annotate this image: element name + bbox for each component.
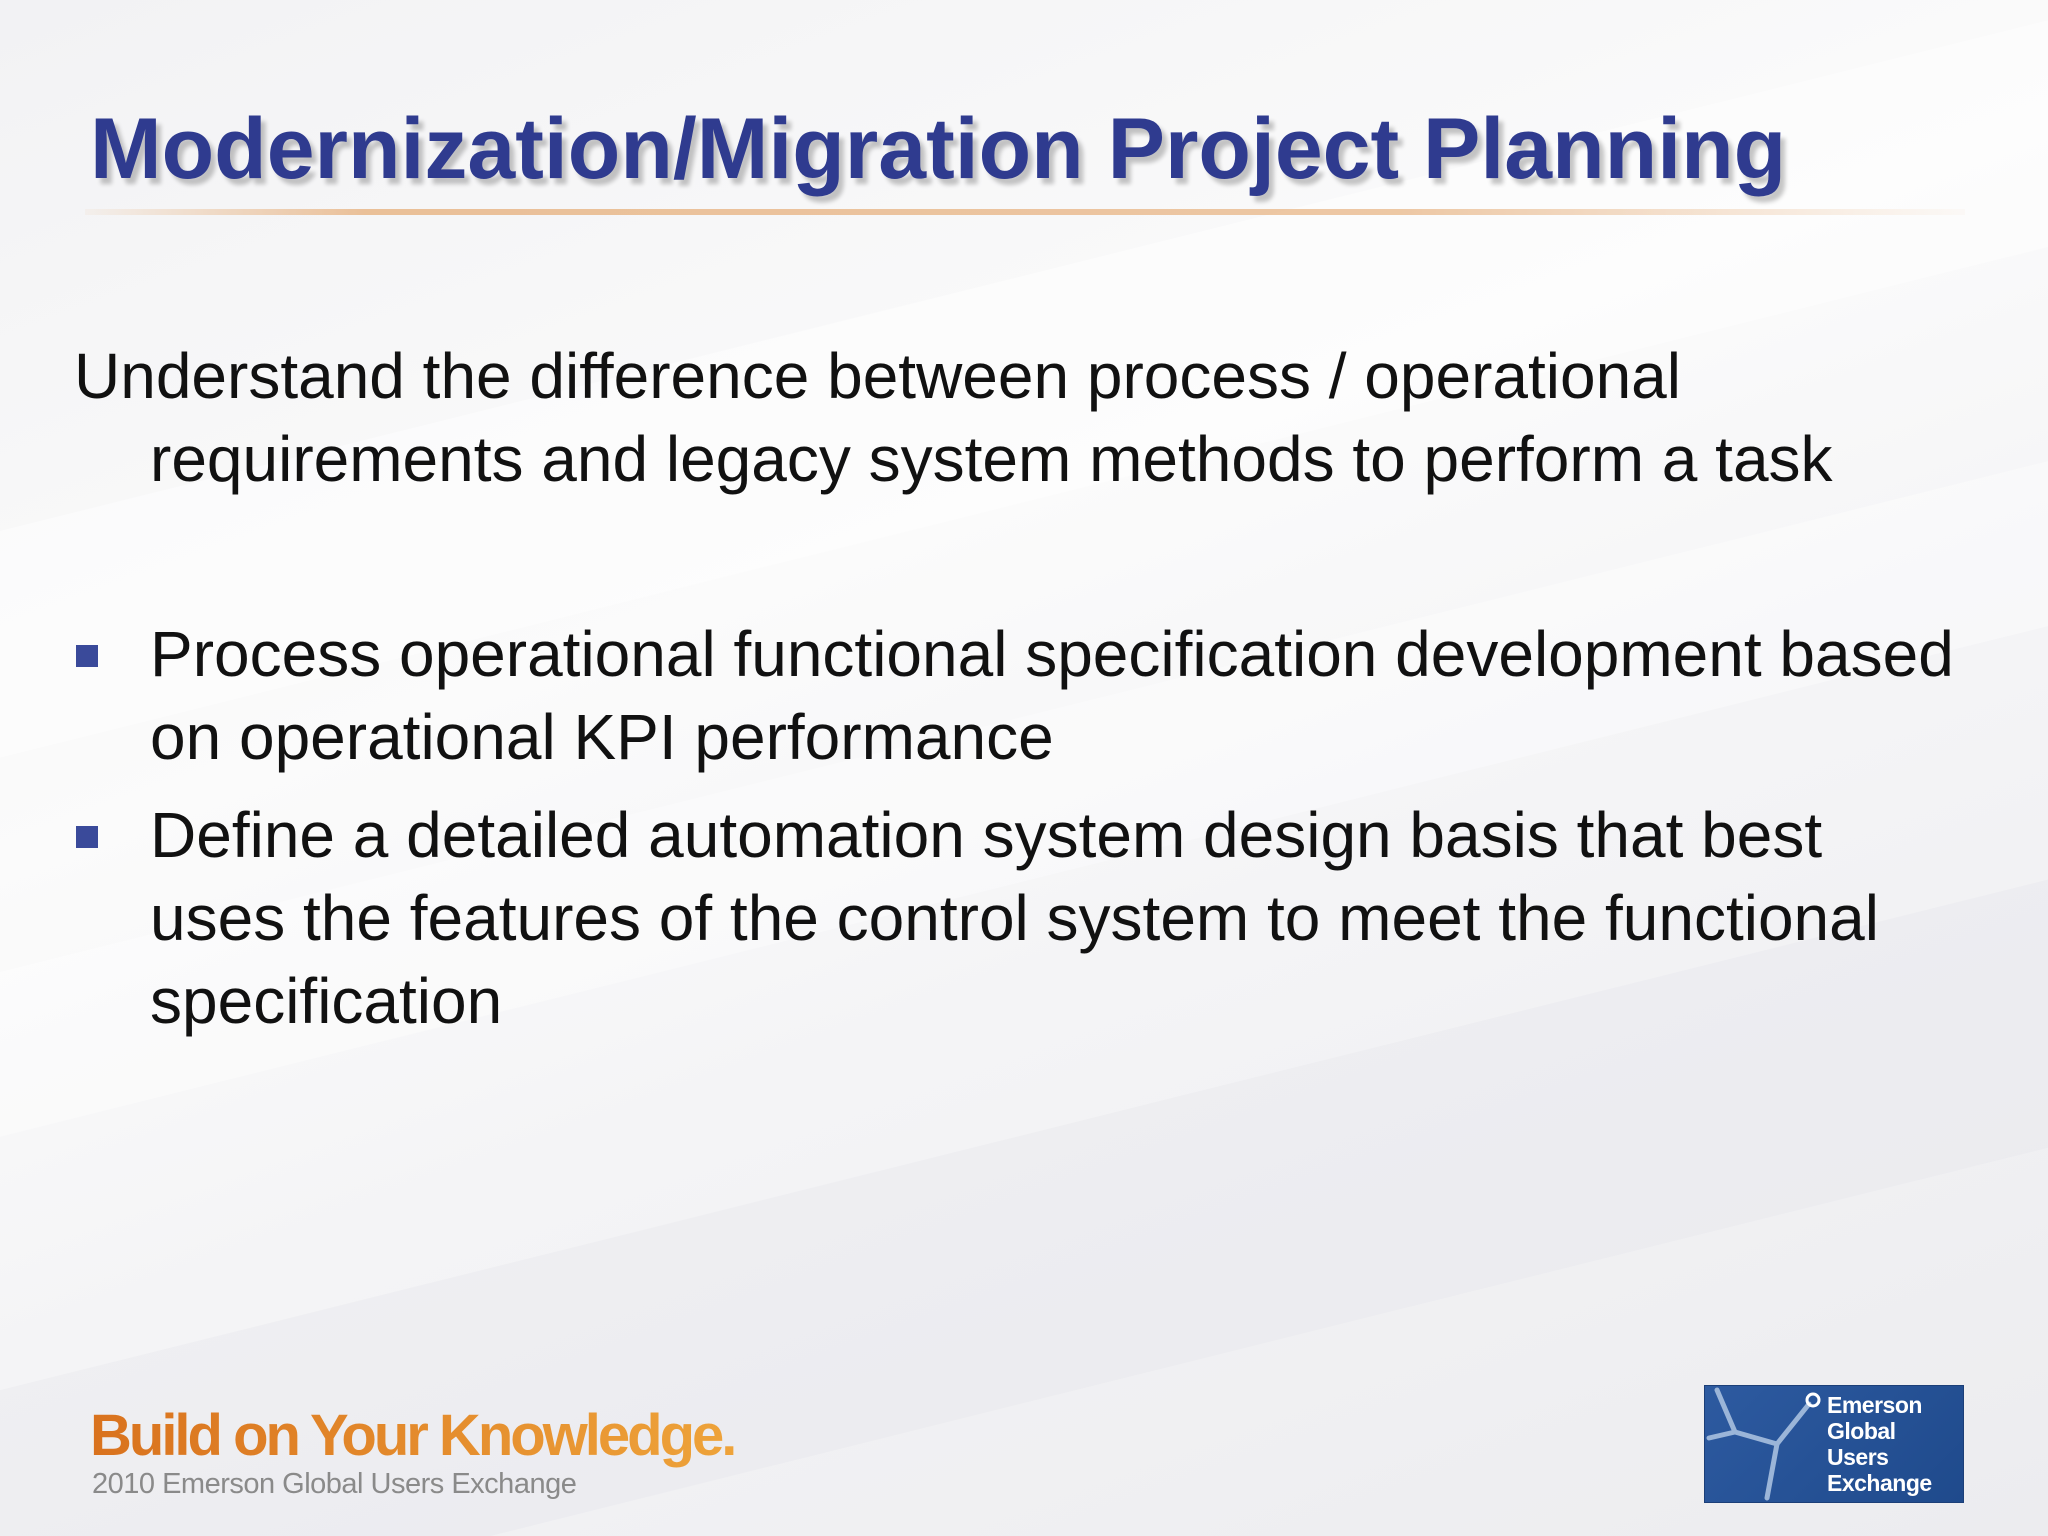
bullet-item xyxy=(74,613,1974,779)
bullet-text: Define a detailed automation system design basis that best uses the features of the control system to meet the functional specification xyxy=(150,799,1879,1037)
bullet-item xyxy=(74,794,1974,1043)
footer-tagline: Build on Your Knowledge. xyxy=(90,1403,735,1468)
bullet-text: Process operational functional specification development based on operational KPI performance xyxy=(150,618,1954,773)
title-underline xyxy=(85,209,1965,215)
bullet-list xyxy=(74,613,1974,1043)
footer-subtitle: 2010 Emerson Global Users Exchange xyxy=(92,1468,577,1500)
square-bullet-icon xyxy=(76,826,98,848)
emerson-network-logo-icon xyxy=(1705,1386,1835,1502)
slide-title: Modernization/Migration Project Planning xyxy=(90,101,1787,197)
intro-paragraph: Understand the difference between process / operational requirements and legacy system methods to perform a task xyxy=(74,340,1833,495)
emerson-logo xyxy=(1705,1386,1963,1502)
slide-body xyxy=(74,335,1974,1058)
square-bullet-icon xyxy=(76,645,98,667)
logo-line: Users xyxy=(1827,1444,1889,1470)
logo-wordmark xyxy=(1827,1392,1932,1496)
logo-line: Exchange xyxy=(1827,1470,1932,1496)
logo-line: Emerson xyxy=(1827,1392,1922,1418)
logo-line: Global xyxy=(1827,1418,1896,1444)
